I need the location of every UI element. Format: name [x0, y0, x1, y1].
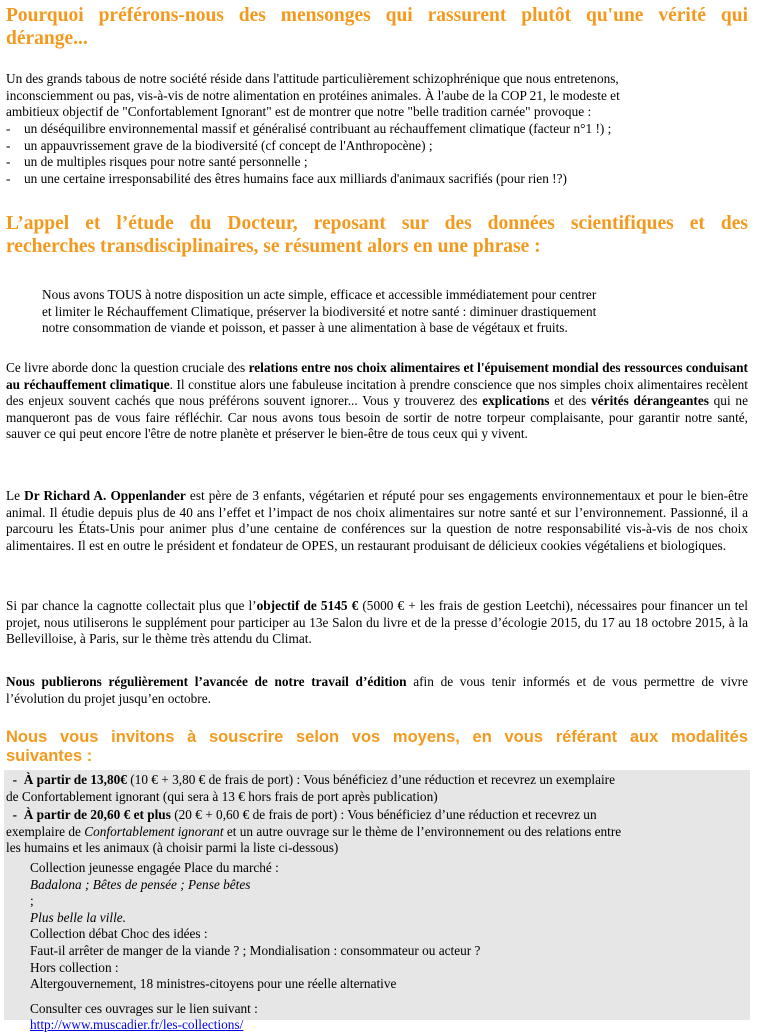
offer-price: À partir de 13,80€: [23, 772, 127, 787]
text-run: . Il constitue alors une fabuleuse incitation à prendre conscience que nos simples choix alimentaires recèlent des enjeux souvent cachés que nous préférons souvent ignorer... Vous y trouverez des: [6, 376, 748, 409]
main-heading-line-1: Pourquoi préférons-nous des mensonges qui rassurent plutôt qu'une vérité qui: [6, 5, 748, 26]
intro-line-1: Un des grands tabous de notre société réside dans l'attitude particulièrement schizophrénique que nous entretenons,: [6, 71, 619, 86]
consequence-list: [6, 121, 748, 187]
funding-goal: objectif de 5145 €: [256, 598, 359, 613]
list-item: [6, 171, 748, 188]
emphasis: relations entre nos choix alimentaires et l'épuisement mondial des ressources conduisant au réchauffement climatique: [6, 360, 748, 392]
dash-bullet: -: [12, 807, 18, 822]
emphasis: Nous publierons régulièrement l’avancée de notre travail d’édition: [6, 674, 407, 689]
intro-line-3: ambitieux objectif de "Confortablement Ignorant" est de montrer que notre "belle tradition carnée" provoque :: [6, 104, 592, 120]
collections-link-wrap: [30, 1017, 746, 1034]
list-item-text: un de multiples risques pour notre santé personnelle ;: [24, 154, 308, 170]
text-run: et des: [549, 393, 592, 409]
collection-books: Faut-il arrêter de manger de la viande ? ; Mondialisation : consommateur ou acteur ?: [30, 942, 481, 958]
text-run: qui ne manqueront pas de vous faire réfléchir. Car nous avons tous besoin de sortir de notre torpeur complaisante, pour garantir notre santé, sauver ce qui peut encore l'être de notre planète et préserver le bien-être de tous ceux qui y vivent.: [6, 393, 748, 442]
offer-tier-1-line-2: de Confortablement ignorant (qui sera à 13 € hors frais de port après publication): [6, 788, 438, 804]
separator: ;: [30, 893, 34, 909]
text-run: Ce livre aborde donc la question cruciale des: [6, 360, 249, 375]
study-heading-line-2: recherches transdisciplinaires, se résument alors en une phrase :: [6, 236, 541, 257]
text-run: afin de vous tenir informés et de vous permettre de vivre l’évolution du projet jusqu’en octobre.: [6, 674, 749, 706]
author-paragraph: [6, 488, 748, 554]
book-title: Confortablement ignorant: [84, 823, 224, 839]
dash-bullet: -: [6, 170, 11, 186]
quote-line-2: et limiter le Réchauffement Climatique, préserver la biodiversité et notre santé : diminuer drastiquement: [42, 303, 597, 319]
collection-list: [30, 860, 746, 1034]
text-run: Le: [6, 488, 25, 503]
intro-paragraph: [6, 71, 748, 121]
collection-books: [30, 877, 746, 927]
collection-title: Collection jeunesse engagée Place du marché :: [30, 860, 279, 875]
author-name: Dr Richard A. Oppenlander: [24, 488, 186, 503]
collections-link[interactable]: http://www.muscadier.fr/les-collections/: [30, 1017, 244, 1033]
collection-title: Collection débat Choc des idées :: [30, 926, 208, 942]
text-run: (5000 € + les frais de gestion Leetchi), nécessaires pour financer un tel projet, nous utiliserons le supplément pour participer au 13e Salon du livre et de la presse d’écologie 2015, du 17 au 18 octobre 2015, à la Bellevilloise, à Paris, sur le thème très attendu du Climat.: [6, 598, 748, 647]
intro-line-2: inconsciemment ou pas, vis-à-vis de notre alimentation en protéines animales. À l'aube de la COP 21, le modeste et: [6, 87, 620, 103]
book-titles: Badalona ; Bêtes de pensée ; Pense bêtes: [30, 876, 251, 892]
emphasis: vérités dérangeantes: [591, 393, 709, 409]
study-heading: [6, 212, 748, 258]
main-heading-line-2: dérange...: [6, 28, 88, 49]
dash-bullet: -: [6, 137, 11, 153]
key-quote: [42, 287, 732, 337]
collection-title: Hors collection :: [30, 959, 119, 975]
subscribe-heading: [6, 728, 748, 766]
book-title: Plus belle la ville.: [30, 909, 127, 925]
list-item: [6, 121, 748, 138]
text-run: exemplaire de: [6, 823, 85, 839]
progress-paragraph: [6, 674, 748, 707]
spacer: [30, 993, 746, 1001]
dash-bullet: -: [6, 154, 11, 170]
list-item: [6, 154, 748, 171]
offer-tier-1: [6, 772, 750, 805]
emphasis: explications: [482, 393, 550, 409]
offer-tier-2-line-3: les humains et les animaux (à choisir parmi la liste ci-dessous): [6, 840, 339, 856]
text-run: (20 € + 0,60 € de frais de port) : Vous bénéficiez d’une réduction et recevrez un: [170, 807, 597, 822]
dash-bullet: -: [12, 772, 18, 787]
dash-bullet: -: [6, 121, 11, 136]
text-run: et un autre ouvrage sur le thème de l’environnement ou des relations entre: [223, 823, 622, 839]
funding-paragraph: [6, 598, 748, 648]
offer-price: À partir de 20,60 € et plus: [23, 807, 171, 822]
offer-tier-2-line-1: [6, 807, 750, 824]
study-heading-line-1: L’appel et l’étude du Docteur, reposant sur des données scientifiques et des: [6, 213, 748, 234]
list-item-text: un une certaine irresponsabilité des êtres humains face aux milliards d'animaux sacrifiés (pour rien !?): [24, 170, 567, 186]
offer-tier-2-line-2: [6, 824, 750, 841]
list-item-text: un appauvrissement grave de la biodiversité (cf concept de l'Anthropocène) ;: [24, 137, 433, 153]
main-heading: [6, 4, 748, 50]
quote-line-3: notre consommation de viande et poisson, et passer à une alimentation à base de végétaux et fruits.: [42, 320, 568, 336]
consult-text: Consulter ces ouvrages sur le lien suivant :: [30, 1000, 258, 1016]
list-item-text: un déséquilibre environnemental massif et généralisé contribuant au réchauffement climatique (facteur n°1 !) ;: [24, 121, 612, 136]
subscribe-heading-line-1: Nous vous invitons à souscrire selon vos moyens, en vous référant aux modalités: [6, 728, 748, 746]
offer-tier-2: [6, 807, 750, 857]
offer-tier-1-line-1: [6, 772, 750, 789]
subscribe-heading-line-2: suivantes :: [6, 747, 93, 765]
text-run: Si par chance la cagnotte collectait plus que l’: [6, 598, 257, 613]
text-run: est père de 3 enfants, végétarien et réputé pour ses engagements environnementaux et pour le bien-être animal. Il étudie depuis plus de 40 ans l’effet et l’impact de nos choix alimentaires sur notre santé et sur l’environnement. Passionné, il a parcouru les États-Unis pour animer plus d’une centaine de conférences sur la question de notre responsabilité vis-à-vis de nos choix alimentaires. Il est en outre le président et fondateur de OPES, un restaurant produisant de délicieux cookies végétaliens et biologiques.: [6, 488, 748, 553]
list-item: [6, 138, 748, 155]
quote-line-1: Nous avons TOUS à notre disposition un acte simple, efficace et accessible immédiatement pour centrer: [42, 287, 597, 302]
collection-books: Altergouvernement, 18 ministres-citoyens pour une réelle alternative: [30, 976, 397, 992]
text-run: (10 € + 3,80 € de frais de port) : Vous bénéficiez d’une réduction et recevrez un exemplaire: [126, 772, 616, 787]
book-paragraph: [6, 360, 748, 443]
